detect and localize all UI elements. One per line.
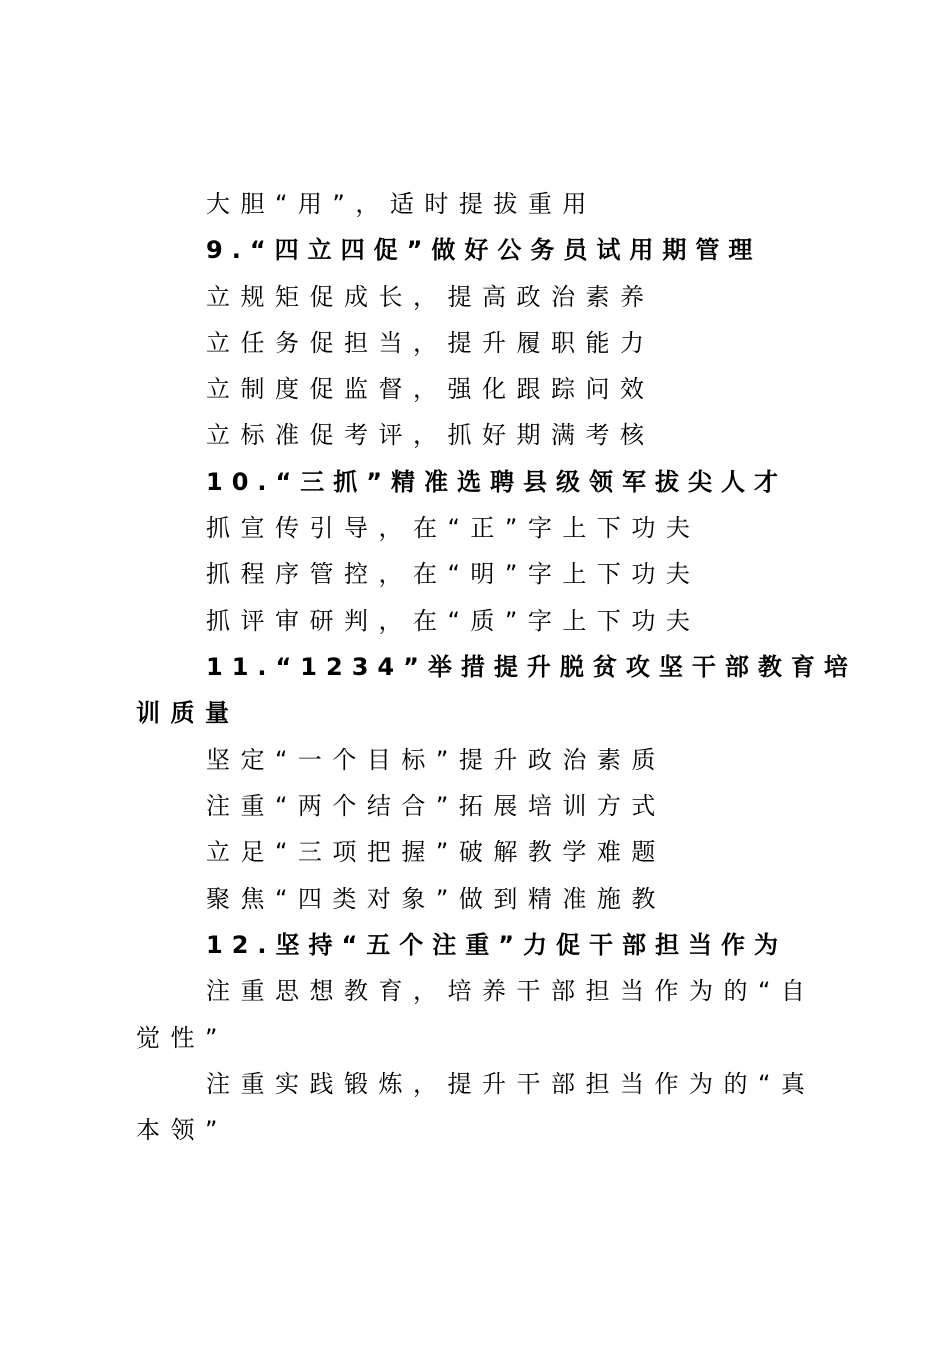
- text-line: 抓评审研判，在“质”字上下功夫: [206, 607, 701, 635]
- text-line-continued: 本领”: [136, 1116, 228, 1144]
- text-line: 立足“三项把握”破解教学难题: [206, 838, 666, 866]
- text-line: 立标准促考评，抓好期满考核: [206, 421, 655, 449]
- text-line: 注重实践锻炼，提升干部担当作为的“真: [206, 1070, 816, 1098]
- text-line: 坚定“一个目标”提升政治素质: [206, 746, 666, 774]
- text-line: 聚焦“四类对象”做到精准施教: [206, 885, 666, 913]
- text-line-continued: 觉性”: [136, 1024, 228, 1052]
- section-heading-11-continued: 训质量: [136, 699, 240, 727]
- section-heading-10: 10.“三抓”精准选聘县级领军拔尖人才: [206, 468, 788, 496]
- section-heading-11: 11.“1234”举措提升脱贫攻坚干部教育培: [206, 653, 857, 681]
- text-line: 立制度促监督，强化跟踪问效: [206, 375, 655, 403]
- text-line: 抓宣传引导，在“正”字上下功夫: [206, 514, 701, 542]
- text-line: 抓程序管控，在“明”字上下功夫: [206, 560, 701, 588]
- text-line: 大胆“用”，适时提拔重用: [206, 190, 597, 218]
- text-line: 注重“两个结合”拓展培训方式: [206, 792, 666, 820]
- text-line: 立任务促担当，提升履职能力: [206, 329, 655, 357]
- text-line: 立规矩促成长，提高政治素养: [206, 283, 655, 311]
- section-heading-12: 12.坚持“五个注重”力促干部担当作为: [206, 931, 788, 959]
- section-heading-9: 9.“四立四促”做好公务员试用期管理: [206, 236, 762, 264]
- text-line: 注重思想教育，培养干部担当作为的“自: [206, 977, 816, 1005]
